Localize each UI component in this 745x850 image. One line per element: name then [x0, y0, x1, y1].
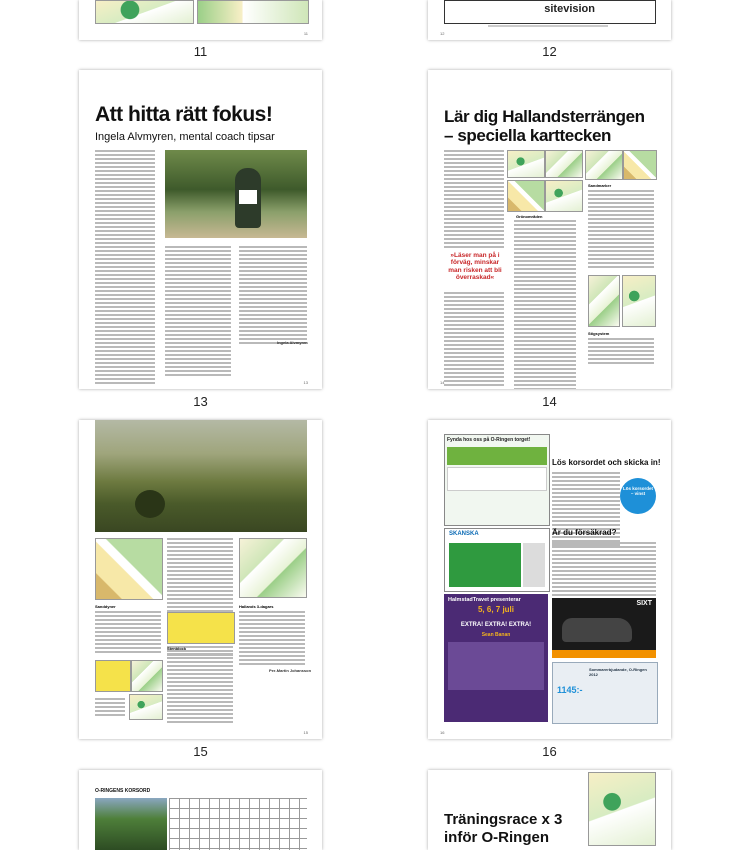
ad-fynda	[444, 434, 550, 526]
author-name: Per-Martin Johansson	[269, 668, 312, 673]
runner-photo	[165, 150, 307, 238]
page-number: 14	[440, 380, 445, 385]
map-image	[623, 150, 657, 180]
page-label-11[interactable]: 11	[193, 44, 208, 59]
page-number: 13	[303, 380, 308, 385]
author-name: Ingela Alvmyren	[277, 340, 308, 345]
article-title: Träningsrace x 3	[444, 811, 563, 828]
ad-sixt-offer	[552, 662, 658, 724]
ad-skanska	[444, 528, 550, 592]
text-column	[95, 150, 155, 386]
text-column	[588, 338, 654, 366]
travel-star: Sean Banan	[481, 632, 511, 638]
thumbnail-page-13[interactable]	[79, 70, 322, 389]
text-column	[239, 246, 307, 346]
korsord-badge: Lös korsordet – vinst	[620, 478, 656, 514]
caption-sandmarker: Sandmarker	[588, 183, 612, 188]
text-column	[95, 611, 161, 655]
crossword-photo	[95, 798, 167, 850]
sixt-logo: SIXT	[636, 600, 652, 607]
map-image	[95, 0, 194, 24]
thumbnail-page-18[interactable]	[428, 770, 671, 850]
skanska-image	[449, 543, 521, 587]
caption-sanddyner: Sanddyner	[95, 604, 116, 609]
page-label-13[interactable]: 13	[193, 394, 208, 409]
travel-image	[448, 642, 544, 690]
text-column	[167, 653, 233, 725]
page-number: 12	[440, 31, 445, 36]
ad-box	[444, 0, 656, 24]
map-image	[585, 150, 623, 180]
text-column	[514, 220, 576, 389]
map-image	[95, 660, 131, 692]
map-image	[588, 772, 656, 846]
thumbnail-page-11[interactable]	[79, 0, 322, 40]
map-image	[167, 612, 235, 644]
map-image	[507, 150, 545, 178]
caption-hallands: Hallands 3-dagars	[239, 604, 274, 609]
footer-text	[488, 25, 608, 27]
text-column	[588, 190, 654, 270]
ad-fynda-banner	[447, 467, 547, 491]
ad-fynda-title: Fynda hos oss på O-Ringen torget!	[447, 437, 531, 443]
map-image	[622, 275, 656, 327]
map-image	[239, 538, 307, 598]
headline-forsakrad: Är du försäkrad?	[552, 528, 617, 537]
sixt-strip	[552, 650, 656, 658]
page-label-15[interactable]: 15	[193, 744, 208, 759]
caption-stigsystem: Stigsystem	[588, 331, 610, 336]
map-image	[545, 150, 583, 178]
tree-silhouette	[135, 490, 165, 518]
caption-stenblock: Stenblock	[167, 646, 187, 651]
page-label-16[interactable]: 16	[542, 744, 557, 759]
map-image	[588, 275, 620, 327]
article-subtitle: Ingela Alvmyren, mental coach tipsar	[95, 131, 275, 143]
sixt-price: 1145:-	[557, 685, 583, 695]
sixt-offer-text: Sommarerbjudande, O-Ringen 2012	[589, 667, 647, 677]
text-column	[444, 292, 504, 388]
crossword-grid	[169, 798, 307, 850]
sitevision-logo: sitevision	[544, 3, 595, 15]
thumbnail-page-16[interactable]	[428, 420, 671, 739]
travel-extra: EXTRA! EXTRA! EXTRA!	[460, 622, 532, 628]
travel-title: HalmstadTravet presenterar	[448, 597, 521, 603]
thumbnail-page-17[interactable]	[79, 770, 322, 850]
map-image	[95, 538, 163, 600]
ad-halmstadtravet	[444, 594, 548, 722]
skanska-image	[523, 543, 545, 587]
text-column	[95, 698, 125, 718]
article-title-line2: – speciella karttecken	[444, 126, 611, 145]
skanska-logo: SKANSKA	[449, 531, 479, 537]
article-title: Att hitta rätt fokus!	[95, 103, 273, 126]
text-column	[444, 150, 504, 250]
page-label-14[interactable]: 14	[542, 394, 557, 409]
text-column	[239, 611, 305, 667]
sixt-car-image	[562, 618, 632, 642]
article-title: Lär dig Hallandsterrängen	[444, 107, 645, 126]
travel-dates: 5, 6, 7 juli	[477, 605, 514, 614]
headline-korsord: Lös korsordet och skicka in!	[552, 458, 661, 467]
article-title-line2: inför O-Ringen	[444, 829, 549, 846]
map-image	[129, 694, 163, 720]
caption-gronomraden: Grönområden	[516, 214, 543, 219]
map-image	[507, 180, 545, 212]
map-image	[197, 0, 309, 24]
text-column	[165, 246, 231, 378]
thumbnail-page-14[interactable]	[428, 70, 671, 389]
map-image	[131, 660, 163, 692]
page-number: 11	[303, 31, 308, 36]
pull-quote: »Läser man på i förväg, minskar man risken att bli överraskad«	[448, 252, 502, 282]
thumbnail-page-12[interactable]	[428, 0, 671, 40]
ad-sixt	[552, 598, 656, 658]
landscape-photo	[95, 420, 307, 532]
ad-fynda-banner	[447, 447, 547, 465]
crossword-header: O-RINGENS KORSORD	[95, 788, 151, 794]
page-number: 15	[303, 730, 308, 735]
thumbnail-page-15[interactable]	[79, 420, 322, 739]
map-image	[545, 180, 583, 212]
page-number: 16	[440, 730, 445, 735]
page-label-12[interactable]: 12	[542, 44, 557, 59]
bib-number	[239, 190, 257, 204]
